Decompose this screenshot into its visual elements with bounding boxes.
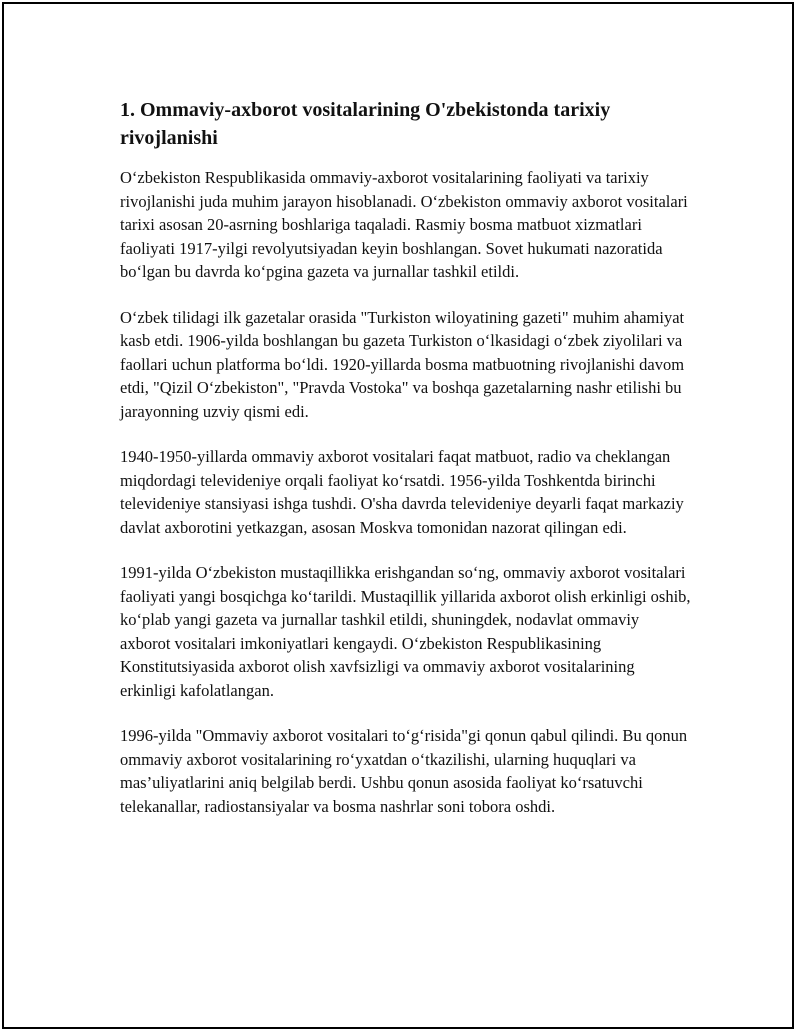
document-page	[2, 2, 794, 1029]
paragraph-1: O‘zbekiston Respublikasida ommaviy-axborot vositalarining faoliyati va tarixiy rivojlanishi juda muhim jarayon hisoblanadi. O‘zbekiston ommaviy axborot vositalari tarixi asosan 20-asrning boshlariga taqaladi. Rasmiy bosma matbuot xizmatlari faoliyati 1917-yilgi revolyutsiyadan keyin boshlangan. Sovet hukumati nazoratida bo‘lgan bu davrda ko‘pgina gazeta va jurnallar tashkil etildi.	[120, 168, 688, 281]
paragraph-4: 1991-yilda O‘zbekiston mustaqillikka erishgandan so‘ng, ommaviy axborot vositalari faoliyati yangi bosqichga ko‘tarildi. Mustaqillik yillarida axborot olish erkinligi oshib, ko‘plab yangi gazeta va jurnallar tashkil etildi, shuningdek, nodavlat ommaviy axborot vositalari imkoniyatlari kengaydi. O‘zbekiston Respublikasining Konstitutsiyasida axborot olish xavfsizligi va ommaviy axborot vositalarining erkinligi kafolatlangan.	[120, 563, 691, 700]
paragraph-2: O‘zbek tilidagi ilk gazetalar orasida "Turkiston wiloyatining gazeti" muhim ahamiyat kasb etdi. 1906-yilda boshlangan bu gazeta Turkiston o‘lkasidagi o‘zbek ziyolilari va faollari uchun platforma bo‘ldi. 1920-yillarda bosma matbuotning rivojlanishi davom etdi, "Qizil O‘zbekiston", "Pravda Vostoka" va boshqa gazetalarning nashr etilishi bu jarayonning uzviy qismi edi.	[120, 307, 685, 421]
paragraph-3: 1940-1950-yillarda ommaviy axborot vositalari faqat matbuot, radio va cheklangan miqdordagi televideniye orqali faoliyat ko‘rsatdi. 1956-yilda Toshkentda birinchi televideniye stansiyasi ishga tushdi. O'sha davrda televideniye deyarli faqat markaziy davlat axborotini yetkazgan, asosan Moskva tomonidan nazorat qilingan edi.	[120, 447, 684, 537]
document-content	[120, 96, 692, 840]
paragraph-5: 1996-yilda "Ommaviy axborot vositalari to‘g‘risida"gi qonun qabul qilindi. Bu qonun ommaviy axborot vositalarining ro‘yxatdan o‘tkazilishi, ularning huquqlari va mas’uliyatlarini aniq belgilab berdi. Ushbu qonun asosida faoliyat ko‘rsatuvchi telekanallar, radiostansiyalar va bosma nashrlar soni tobora oshdi.	[120, 726, 688, 816]
document-title: 1. Ommaviy-axborot vositalarining O'zbekistonda tarixiy rivojlanishi	[120, 99, 611, 149]
